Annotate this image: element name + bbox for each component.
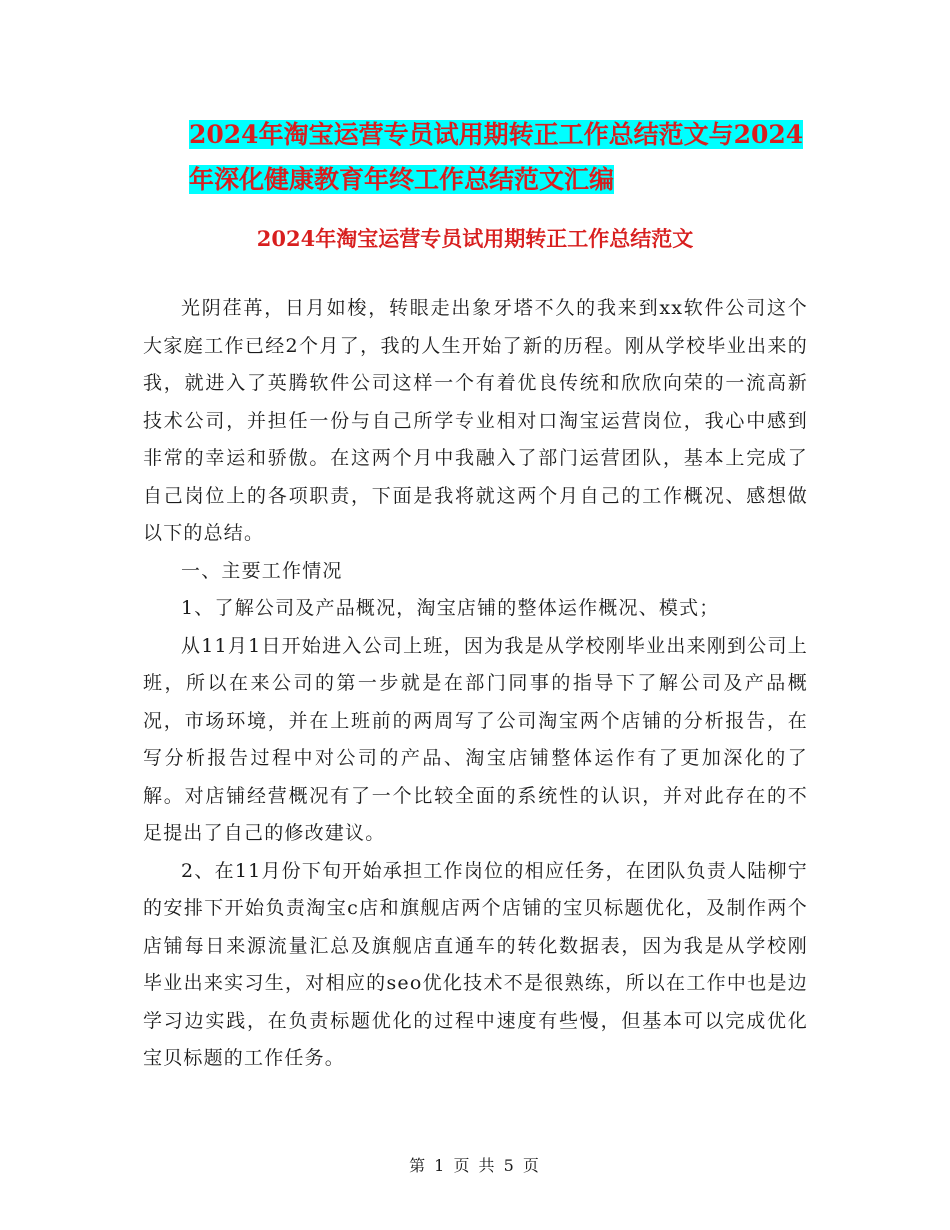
body-text (143, 290, 808, 1078)
page-footer: 第 1 页 共 5 页 (409, 1156, 541, 1175)
document-title (145, 112, 825, 202)
title-line-1: 2024年淘宝运营专员试用期转正工作总结范文与2024 (189, 120, 804, 149)
paragraph: 从11月1日开始进入公司上班，因为我是从学校刚毕业出来刚到公司上班，所以在来公司的第一步就是在部门同事的指导下了解公司及产品概况，市场环境，并在上班前的两周写了公司淘宝两个店铺的分析报告，在写分析报告过程中对公司的产品、淘宝店铺整体运作有了更加深化的了解。对店铺经营概况有了一个比较全面的系统性的认识，并对此存在的不足提出了自己的修改建议。 (143, 634, 808, 844)
paragraph: 光阴荏苒，日月如梭，转眼走出象牙塔不久的我来到xx软件公司这个大家庭工作已经2个月了，我的人生开始了新的历程。刚从学校毕业出来的我，就进入了英腾软件公司这样一个有着优良传统和欣欣向荣的一流高新技术公司，并担任一份与自己所学专业相对口淘宝运营岗位，我心中感到非常的幸运和骄傲。在这两个月中我融入了部门运营团队，基本上完成了自己岗位上的各项职责，下面是我将就这两个月自己的工作概况、感想做以下的总结。 (143, 297, 808, 544)
paragraph: 1、了解公司及产品概况，淘宝店铺的整体运作概况、模式； (181, 597, 720, 619)
paragraph: 一、主要工作情况 (181, 559, 343, 582)
title-line-2: 年深化健康教育年终工作总结范文汇编 (189, 165, 615, 194)
section-title: 2024年淘宝运营专员试用期转正工作总结范文 (256, 226, 694, 251)
paragraph: 2、在11月份下旬开始承担工作岗位的相应任务，在团队负责人陆柳宁的安排下开始负责淘宝c店和旗舰店两个店铺的宝贝标题优化，及制作两个店铺每日来源流量汇总及旗舰店直通车的转化数据表，因为我是从学校刚毕业出来实习生，对相应的seo优化技术不是很熟练，所以在工作中也是边学习边实践，在负责标题优化的过程中速度有些慢，但基本可以完成优化宝贝标题的工作任务。 (143, 859, 808, 1069)
